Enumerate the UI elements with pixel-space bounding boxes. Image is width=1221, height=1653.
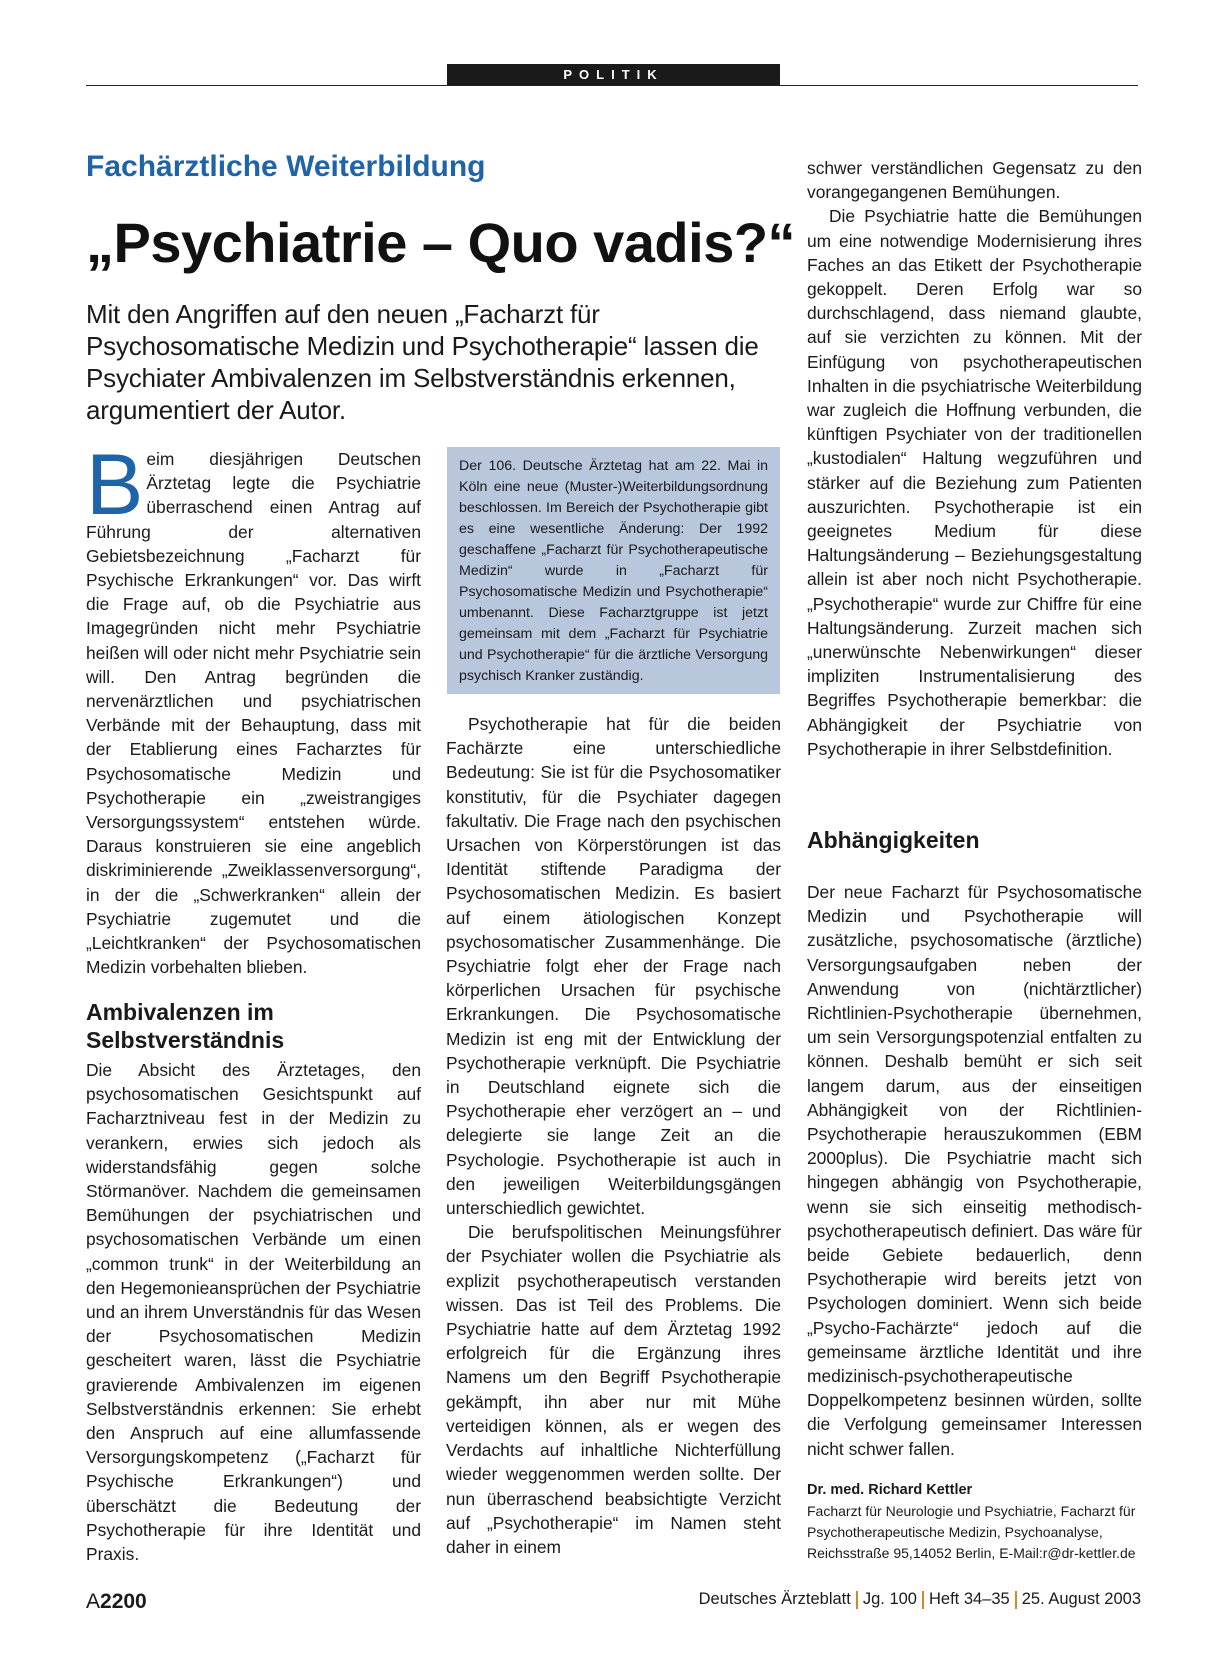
text-column-3-continued bbox=[807, 880, 1142, 1461]
subheading-abhaengigkeiten: Abhängigkeiten bbox=[807, 827, 980, 853]
journal-volume: Jg. 100 bbox=[862, 1590, 917, 1608]
journal-name: Deutsches Ärzteblatt bbox=[698, 1590, 851, 1608]
body-paragraph: Psychotherapie hat für die beiden Fachärzte eine unterschiedliche Bedeutung: Sie ist für die Psychosomatiker konstitutiv, für die Psychiater dagegen fakultativ. Die Frage nach den psychischen Ursachen von Körperstörungen ist das Identität stiftende Paradigma der Psychosomatischen Medizin. Es basiert auf einem ätiologischen Konzept psychosomatischer Zusammenhänge. Die Psychiatrie folgt eher der Frage nach körperlichen Ursachen für psychische Erkrankungen. Die Psychosomatische Medizin ist eng mit der Entwicklung der Psychotherapie verknüpft. Die Psychiatrie in Deutschland eignete sich die Psychotherapie eher verzögert an – und delegierte sie lange Zeit an die Psychologie. Psychotherapie ist auch in den jeweiligen Weiterbildungsgängen unterschiedlich gewichtet. bbox=[446, 714, 781, 1219]
author-address: Reichsstraße 95,14052 Berlin, E-Mail:r@dr-kettler.de bbox=[807, 1545, 1136, 1561]
author-affiliation-2: Psychotherapeutische Medizin, Psychoanalyse, bbox=[807, 1524, 1103, 1540]
body-paragraph: schwer verständlichen Gegensatz zu den vorangegangenen Bemühungen. bbox=[807, 158, 1142, 203]
footer-separator bbox=[1015, 1591, 1017, 1609]
text-column-2 bbox=[446, 712, 781, 1559]
author-block bbox=[807, 1480, 1142, 1564]
header-rule bbox=[86, 85, 1138, 86]
journal-issue: Heft 34–35 bbox=[928, 1590, 1010, 1608]
page-prefix: A bbox=[86, 1590, 101, 1613]
text-column-1-continued bbox=[86, 1058, 421, 1566]
article-kicker: Fachärztliche Weiterbildung bbox=[86, 150, 486, 183]
text-column-1 bbox=[86, 437, 421, 979]
intro-paragraph bbox=[86, 437, 421, 979]
journal-footer bbox=[699, 1590, 1141, 1609]
intro-paragraph-text: eim diesjährigen Deutschen Ärztetag legte die Psychiatrie überraschend einen Antrag auf Führung der alternativen Gebietsbezeichnung „Facharzt für Psychische Erkrankungen“ vor. Das wirft die Frage auf, ob die Psychiatrie aus Imagegründen nicht mehr Psychiatrie heißen will oder nicht mehr Psychiatrie sein will. Den Antrag begründen die nervenärztlichen und psychiatrischen Verbände mit der Behauptung, dass mit der Etablierung eines Facharztes für Psychosomatische Medizin und Psychotherapie ein „zweistrangiges Versorgungssystem“ entstehen würde. Daraus konstruieren sie eine angeblich diskriminierende „Zweiklassenversorgung“, in der die „Schwerkranken“ allein der Psychiatrie zugemutet und die „Leichtkranken“ der Psychosomatischen Medizin vorbehalten blieben. bbox=[86, 449, 421, 978]
subheading-ambivalenzen: Ambivalenzen im Selbstverständnis bbox=[86, 999, 285, 1053]
author-affiliation-1: Facharzt für Neurologie und Psychiatrie, Facharzt für bbox=[807, 1503, 1136, 1519]
footer-separator bbox=[922, 1591, 924, 1609]
text-column-3 bbox=[807, 156, 1142, 761]
body-paragraph: Die Psychiatrie hatte die Bemühungen um eine notwendige Modernisierung ihres Faches an das Etikett der Psychotherapie gekoppelt. Deren Erfolg war so durchschlagend, dass niemand glaubte, auf sie verzichten zu können. Mit der Einfügung von psychotherapeutischen Inhalten in die psychiatrische Weiterbildung war zugleich die Hoffnung verbunden, die künftigen Psychiater von der traditionellen „kustodialen“ Haltung wegzuführen und stärker auf die Beziehung zum Patienten auszurichten. Psychotherapie ist ein geeignetes Medium für diese Haltungsänderung – Beziehungsgestaltung allein ist aber noch nicht Psychotherapie. „Psychotherapie“ wurde zur Chiffre für eine Haltungsänderung. Zurzeit machen sich „unerwünschte Nebenwirkungen“ dieser impliziten Instrumentalisierung des Begriffes Psychotherapie bemerkbar: die Abhängigkeit der Psychiatrie von Psychotherapie in ihrer Selbstdefinition. bbox=[807, 206, 1142, 759]
section-label: POLITIK bbox=[447, 64, 780, 85]
info-box: Der 106. Deutsche Ärztetag hat am 22. Mai in Köln eine neue (Muster-)Weiterbildungsordnung beschlossen. Im Bereich der Psychotherapie gibt es eine wesentliche Änderung: Der 1992 geschaffene „Facharzt für Psychotherapeutische Medizin“ wurde in „Facharzt für Psychosomatische Medizin und Psychotherapie“ umbenannt. Diese Facharztgruppe ist jetzt gemeinsam mit dem „Facharzt für Psychiatrie und Psychotherapie“ für die ärztliche Versorgung psychisch Kranker zuständig. bbox=[447, 447, 780, 694]
article-lead: Mit den Angriffen auf den neuen „Facharzt für Psychosomatische Medizin und Psychotherapie“ lassen die Psychiater Ambivalenzen im Selbstverständnis erkennen, argumentiert der Autor. bbox=[86, 299, 759, 425]
drop-cap: B bbox=[86, 437, 144, 533]
author-name: Dr. med. Richard Kettler bbox=[807, 1482, 973, 1498]
body-paragraph: Der neue Facharzt für Psychosomatische Medizin und Psychotherapie will zusätzliche, psychosomatische (ärztliche) Versorgungsaufgaben neben der Anwendung von (nichtärztlicher) Richtlinien-Psychotherapie übernehmen, um sein Versorgungspotenzial entfalten zu können. Deshalb bemüht er sich seit langem darum, aus der einseitigen Abhängigkeit von der Richtlinien-Psychotherapie herauszukommen (EBM 2000plus). Die Psychiatrie macht sich hingegen abhängig von Psychotherapie, wenn sie sich einseitig methodisch-psychotherapeutisch definiert. Das wäre für beide Gebiete bedauerlich, denn Psychotherapie wird bereits jetzt von Psychologen dominiert. Wenn sich beide „Psycho-Fachärzte“ jedoch auf die gemeinsame ärztliche Identität und ihre medizinisch-psychotherapeutische Doppelkompetenz besinnen würden, sollte die Verfolgung gemeinsamer Interessen nicht schwer fallen. bbox=[807, 882, 1142, 1459]
footer-separator bbox=[856, 1591, 858, 1609]
journal-date: 25. August 2003 bbox=[1021, 1590, 1141, 1608]
body-paragraph: Die Absicht des Ärztetages, den psychosomatischen Gesichtspunkt auf Facharztniveau fest in der Medizin zu verankern, erwies sich jedoch als widerstandsfähig gegen solche Störmanöver. Nachdem die gemeinsamen Bemühungen der psychiatrischen und psychosomatischen Verbände um einen „common trunk“ in der Weiterbildung an den Hegemonieansprüchen der Psychiatrie und an ihrem Unverständnis für das Wesen der Psychosomatischen Medizin gescheitert waren, lässt die Psychiatrie gravierende Ambivalenzen im eigenen Selbstverständnis erkennen: Sie erhebt den Anspruch auf eine allumfassende Versorgungskompetenz („Facharzt für Psychische Erkrankungen“) und überschätzt die Bedeutung der Psychotherapie für ihre Identität und Praxis. bbox=[86, 1060, 421, 1565]
body-paragraph: Die berufspolitischen Meinungsführer der Psychiater wollen die Psychiatrie als explizit psychotherapeutisch verstanden wissen. Das ist Teil des Problems. Die Psychiatrie hatte auf dem Ärztetag 1992 erfolgreich für die Ergänzung ihres Namens um den Begriff Psychotherapie gekämpft, ihn aber nur mit Mühe verteidigen können, als er wegen des Verdachts auf inhaltliche Nichterfüllung wieder weggenommen werden sollte. Der nun überraschend beabsichtigte Verzicht auf „Psychotherapie“ im Namen steht daher in einem bbox=[446, 1222, 781, 1557]
article-headline: „Psychiatrie – Quo vadis?“ bbox=[86, 211, 796, 274]
page-number bbox=[86, 1590, 147, 1614]
page-number-value: 2200 bbox=[100, 1590, 147, 1613]
